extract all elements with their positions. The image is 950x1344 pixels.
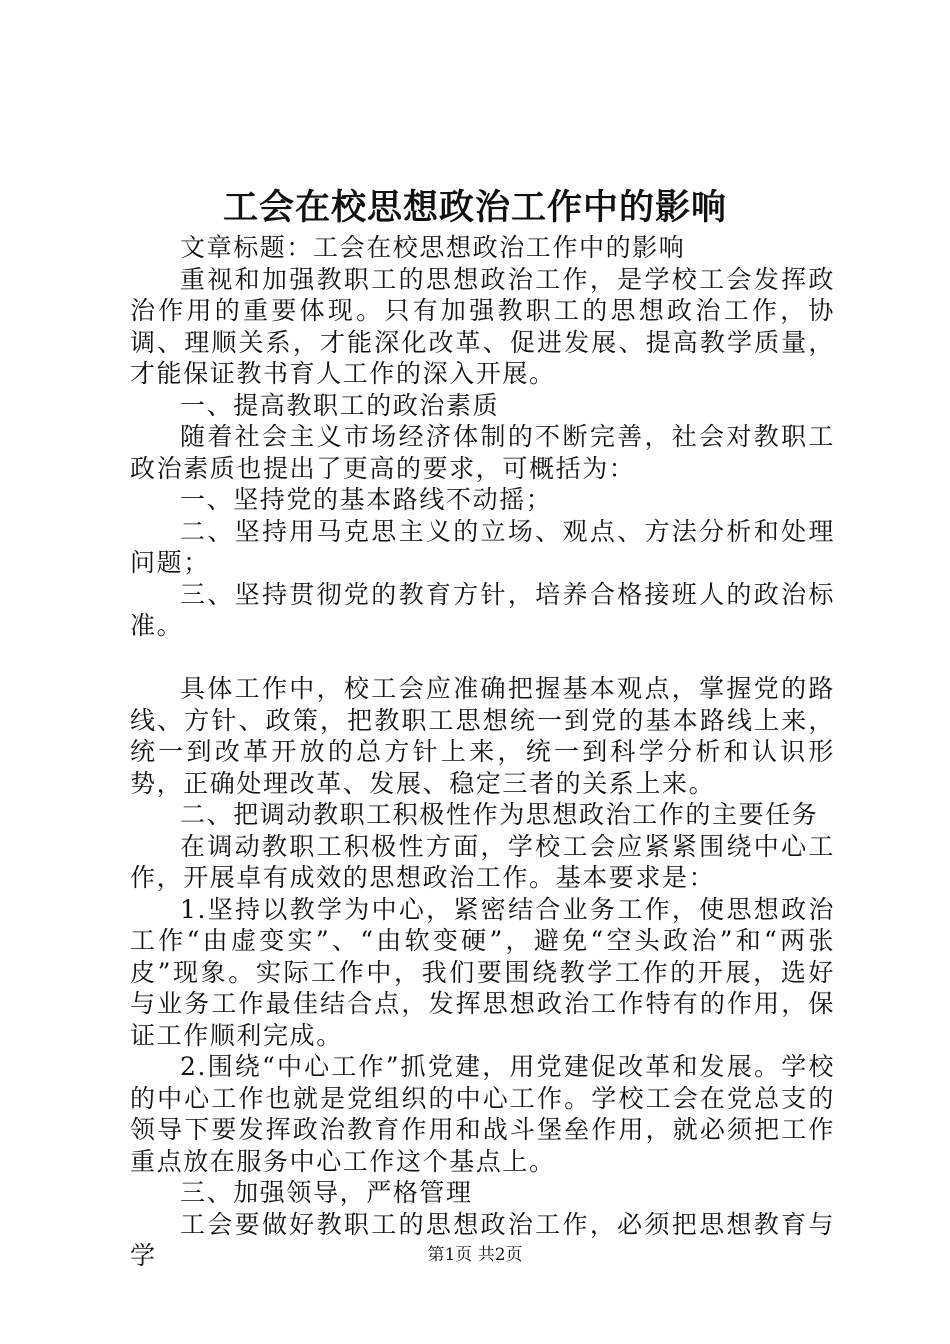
numbered-item: 1.坚持以教学为中心，紧密结合业务工作，使思想政治工作“由虚变实”、“由软变硬”，避免“空头政治”和“两张皮”现象。实际工作中，我们要围绕教学工作的开展，选好与业务工作最佳结合点，发挥思想政治工作特有的作用，保证工作顺利完成。 [130,894,835,1050]
blank-line [130,642,835,674]
section-heading-3: 三、加强领导，严格管理 [180,1178,473,1207]
document-body [130,232,835,1272]
paragraph: 具体工作中，校工会应准确把握基本观点，掌握党的路线、方针、政策，把教职工思想统一到党的基本路线上来，统一到改革开放的总方针上来，统一到科学分析和认识形势，正确处理改革、发展、稳定三者的关系上来。 [130,674,835,798]
intro-paragraph: 重视和加强教职工的思想政治工作，是学校工会发挥政治作用的重要体现。只有加强教职工的思想政治工作，协调、理顺关系，才能深化改革、促进发展、提高教学质量，才能保证教书育人工作的深入开展。 [130,264,835,388]
paragraph: 工会要做好教职工的思想政治工作，必须把思想教育与学 [130,1209,835,1270]
page-footer: 第1页 共2页 [427,1245,523,1265]
document-title: 工会在校思想政治工作中的影响 [222,187,727,228]
list-item: 一、坚持党的基本路线不动摇； [180,485,553,514]
paragraph: 在调动教职工积极性方面，学校工会应紧紧围绕中心工作，开展卓有成效的思想政治工作。基本要求是： [130,831,835,892]
numbered-item: 2.围绕“中心工作”抓党建，用党建促改革和发展。学校的中心工作也就是党组织的中心工作。学校工会在党总支的领导下要发挥政治教育作用和战斗堡垒作用，就必须把工作重点放在服务中心工作这个基点上。 [130,1052,835,1176]
list-item: 三、坚持贯彻党的教育方针，培养合格接班人的政治标准。 [130,579,835,640]
section-heading-2: 二、把调动教职工积极性作为思想政治工作的主要任务 [180,800,819,829]
list-item: 二、坚持用马克思主义的立场、观点、方法分析和处理问题； [130,516,835,577]
article-title-line: 文章标题：工会在校思想政治工作中的影响 [180,233,686,262]
paragraph: 随着社会主义市场经济体制的不断完善，社会对教职工政治素质也提出了更高的要求，可概括为： [130,422,835,483]
section-heading-1: 一、提高教职工的政治素质 [180,390,500,420]
